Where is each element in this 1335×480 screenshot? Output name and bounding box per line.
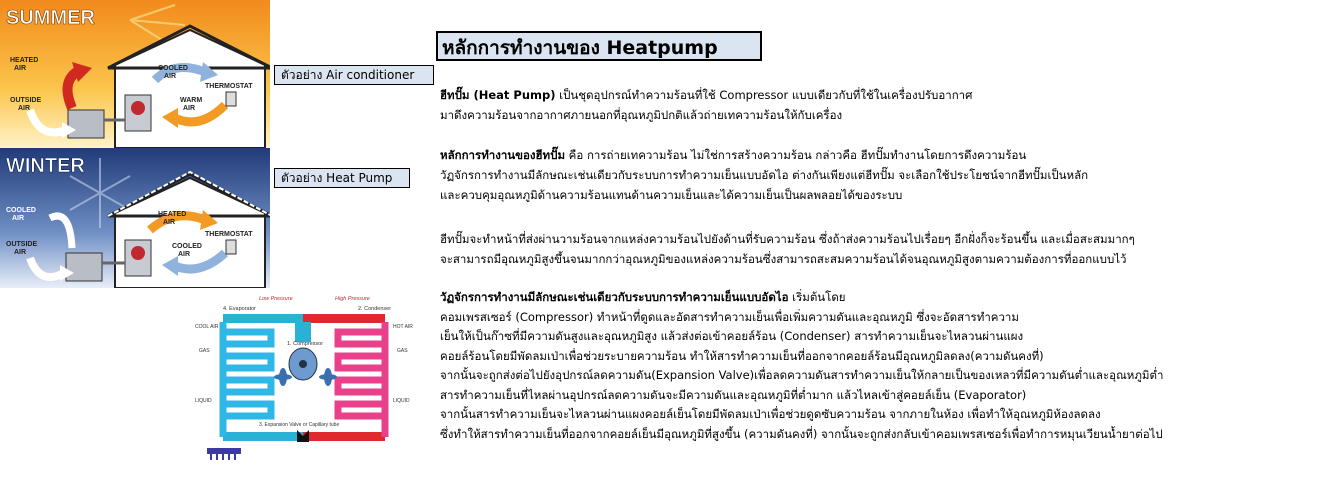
paragraph-principle-text-1: คือ การถ่ายเทความร้อน ไม่ใช่การสร้างความร้อน กล่าวคือ ฮีทปั๊มทำงานโดยการดึงความร้อน — [565, 148, 1027, 162]
page-title: หลักการทำงานของ Heatpump — [436, 31, 762, 61]
paragraph-transfer-line-2: จะสามารถมีอุณหภูมิสูงขึ้นจนมากกว่าอุณหภูมิของแหล่งความร้อนซึ่งสามารถสะสมความร้อนได้จนอุณหภูมิสูงตามความต้องการที่ออกแบบไว้ — [440, 252, 1127, 266]
paragraph-cycle-line-3: เย็นให้เป็นก๊าซที่มีความดันสูงและอุณหภูมิสูง แล้วส่งต่อเข้าคอยล์ร้อน (Condenser) สารทำความเย็นจะไหลวนผ่านแผง — [440, 329, 1024, 343]
label-liquid-left: LIQUID — [195, 398, 212, 404]
summer-thermostat: THERMOSTAT — [205, 83, 253, 90]
winter-heated-air-2: AIR — [163, 219, 176, 226]
label-cool-air: COOL AIR — [195, 324, 219, 330]
winter-outside-air-1: OUTSIDE — [6, 241, 38, 248]
paragraph-principle-line-3: และควบคุมอุณหภูมิด้านความร้อนแทนด้านความเย็นและได้ความเย็นเป็นผลพลอยได้ของระบบ — [440, 188, 903, 202]
summer-title: SUMMER — [6, 7, 95, 29]
label-low-pressure: Low Pressure — [259, 296, 293, 302]
label-gas-right: GAS — [397, 348, 408, 354]
paragraph-cycle-text-1: เริ่มต้นโดย — [788, 290, 846, 304]
winter-cooled-air-2: AIR — [12, 215, 25, 222]
summer-outside-air-1: OUTSIDE — [10, 97, 42, 104]
winter-cool-air-2: AIR — [178, 251, 191, 258]
paragraph-intro — [440, 85, 972, 125]
summer-illustration — [0, 0, 270, 148]
summer-warm-air-2: AIR — [183, 105, 196, 112]
summer-house-svg — [0, 0, 270, 148]
paragraph-cycle — [440, 288, 1163, 444]
winter-cooled-air-1: COOLED — [6, 207, 36, 214]
summer-heated-air-1: HEATED — [10, 57, 39, 64]
paragraph-cycle-line-7: จากนั้นสารทำความเย็นจะไหลวนผ่านแผงคอยล์เย็นโดยมีพัดลมเป่าเพื่อช่วยดูดซับความร้อน จากภายในห้อง เพื่อทำให้อุณหภูมิห้องลดลง — [440, 407, 1101, 421]
paragraph-transfer — [440, 229, 1135, 269]
paragraph-cycle-bold: วัฏจักรการทำงานมีลักษณะเช่นเดียวกับระบบการทำความเย็นแบบอัดไอ — [440, 290, 789, 304]
winter-heated-air-1: HEATED — [158, 211, 187, 218]
label-liquid-right: LIQUID — [393, 398, 410, 404]
summer-outside-air-2: AIR — [18, 105, 31, 112]
caption-heat-pump: ตัวอย่าง Heat Pump — [274, 168, 410, 188]
paragraph-cycle-line-2: คอมเพรสเซอร์ (Compressor) ทำหน้าที่ดูดและอัดสารทำความเย็นเพื่อเพิ่มความดันและอุณหภูมิ ซึ่งจะอัดสารทำความ — [440, 309, 1019, 324]
summer-warm-air-1: WARM — [180, 97, 203, 104]
summer-cooled-air-2: AIR — [164, 73, 177, 80]
paragraph-principle-line-2: วัฏจักรการทำงานมีลักษณะเช่นเดียวกับระบบการทำความเย็นแบบอัดไอ ต่างกันเพียงแต่ฮีทปั๊ม จะเลือกใช้ประโยชน์จากฮีทปั๊มเป็นหลัก — [440, 168, 1089, 182]
refrigeration-cycle-diagram — [193, 292, 415, 467]
label-high-pressure: High Pressure — [335, 296, 370, 302]
paragraph-transfer-line-1: ฮีทปั๊มจะทำหน้าที่ส่งผ่านวามร้อนจากแหล่งความร้อนไปยังด้านที่รับความร้อน ซึ่งถ้าส่งความร้อนไปเรื่อยๆ อีกฝั่งก็จะร้อนขึ้น และเมื่อสะสมมากๆ — [440, 232, 1135, 246]
winter-house-svg — [0, 148, 270, 288]
paragraph-principle — [440, 145, 1088, 205]
winter-illustration — [0, 148, 270, 288]
winter-cool-air-1: COOLED — [172, 243, 202, 250]
paragraph-cycle-line-6: สารทำความเย็นที่ไหลผ่านอุปกรณ์ลดความดันจะมีความดันและอุณหภูมิที่ต่ำมาก แล้วไหลเข้าสู่คอยล์เย็น (Evaporator) — [440, 387, 1027, 402]
winter-outside-air-2: AIR — [14, 249, 27, 256]
label-evaporator: 4. Evaporator — [223, 306, 257, 312]
cycle-svg — [193, 292, 415, 467]
summer-heated-air-2: AIR — [14, 65, 27, 72]
winter-thermostat: THERMOSTAT — [205, 231, 253, 238]
paragraph-principle-bold: หลักการทำงานของฮีทปั๊ม — [440, 148, 566, 162]
winter-title: WINTER — [6, 155, 85, 177]
label-expansion: 3. Expansion Valve or Capillary tube — [259, 422, 340, 428]
caption-air-conditioner: ตัวอย่าง Air conditioner — [274, 65, 434, 85]
paragraph-intro-bold: ฮีทปั๊ม (Heat Pump) — [440, 88, 556, 102]
paragraph-cycle-line-8: ซึ่งทำให้สารทำความเย็นที่ออกจากคอยล์เย็นมีอุณหภูมิที่สูงขึ้น (ความดันคงที่) จากนั้นจะถูกส่งกลับเข้าคอมเพรสเซอร์เพื่อทำการหมุนเวียนน้ำยาต่อไป — [440, 426, 1163, 441]
paragraph-principle-line-1 — [440, 145, 1088, 165]
label-hot-air: HOT AIR — [393, 324, 413, 330]
paragraph-cycle-line-5: จากนั้นจะถูกส่งต่อไปยังอุปกรณ์ลดความดัน(Expansion Valve)เพื่อลดความดันสารทำความเย็นให้กลายเป็นของเหลวที่มีความดันต่ำและอุณหภูมิต่ำ — [440, 368, 1164, 382]
paragraph-intro-text-1: เป็นชุดอุปกรณ์ทำความร้อนที่ใช้ Compressor แบบเดียวกับที่ใช้ในเครื่องปรับอากาศ — [555, 88, 973, 102]
label-compressor: 1. Compressor — [287, 341, 324, 347]
label-gas-left: GAS — [199, 348, 210, 354]
paragraph-intro-line-1 — [440, 85, 972, 105]
summer-cooled-air-1: COOLED — [158, 65, 188, 72]
paragraph-cycle-line-1 — [440, 288, 1163, 308]
label-condenser: 2. Condenser — [358, 306, 392, 312]
paragraph-cycle-line-4: คอยล์ร้อนโดยมีพัดลมเป่าเพื่อช่วยระบายความร้อน ทำให้สารทำความเย็นที่ออกจากคอยล์ร้อนมีอุณหภูมิลดลง(ความดันคงที่) — [440, 348, 1044, 363]
paragraph-intro-line-2: มาดึงความร้อนจากอากาศภายนอกที่อุณหภูมิปกติแล้วถ่ายเทความร้อนให้กับเครื่อง — [440, 108, 843, 122]
